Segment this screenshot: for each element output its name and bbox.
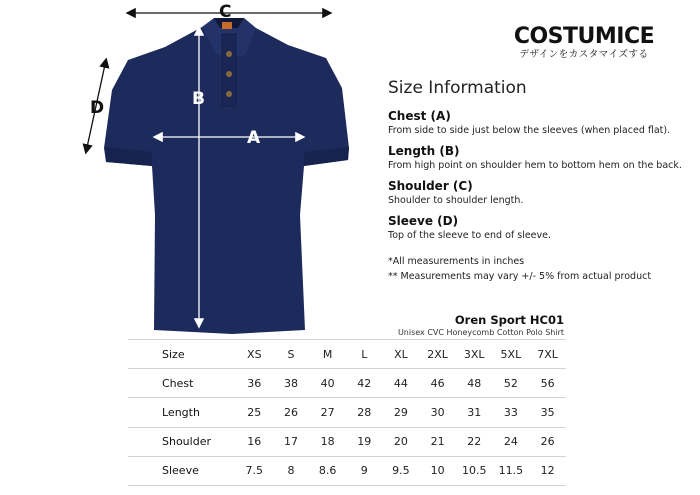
info-desc: From high point on shoulder hem to bottom hem on the back. — [388, 160, 682, 171]
dimension-label-b: B — [192, 89, 205, 109]
table-cell: 26 — [273, 398, 310, 427]
info-heading: Sleeve (D) — [388, 214, 459, 228]
table-cell: 46 — [419, 369, 456, 398]
size-info-title: Size Information — [388, 78, 527, 98]
table-cell: 33 — [493, 398, 530, 427]
table-cell: 12 — [529, 456, 566, 485]
table-cell: 27 — [309, 398, 346, 427]
size-cell: 3XL — [456, 340, 493, 369]
note-inches: *All measurements in inches — [388, 256, 525, 267]
button-2 — [226, 71, 232, 77]
info-item-sleeve — [388, 213, 688, 242]
size-cell: M — [309, 340, 346, 369]
table-cell: 10 — [419, 456, 456, 485]
info-desc: From side to side just below the sleeves (when placed flat). — [388, 125, 671, 136]
size-cell: L — [346, 340, 383, 369]
table-cell: 10.5 — [456, 456, 493, 485]
row-label: Chest — [128, 369, 236, 398]
table-cell: 24 — [493, 427, 530, 456]
table-cell: 30 — [419, 398, 456, 427]
table-row — [128, 369, 566, 398]
table-cell: 18 — [309, 427, 346, 456]
table-header-row — [128, 340, 566, 369]
table-cell: 44 — [383, 369, 420, 398]
table-cell: 42 — [346, 369, 383, 398]
table-cell: 16 — [236, 427, 273, 456]
info-item-length — [388, 143, 688, 172]
table-cell: 25 — [236, 398, 273, 427]
button-1 — [226, 51, 232, 57]
table-cell: 29 — [383, 398, 420, 427]
product-description: Unisex CVC Honeycomb Cotton Polo Shirt — [397, 328, 564, 337]
info-desc: Top of the sleeve to end of sleeve. — [388, 230, 552, 241]
dimension-label-c: C — [219, 2, 232, 22]
table-cell: 31 — [456, 398, 493, 427]
header-label: Size — [128, 340, 236, 369]
table-cell: 9.5 — [383, 456, 420, 485]
table-row — [128, 456, 566, 485]
table-cell: 36 — [236, 369, 273, 398]
note-variance: ** Measurements may vary +/- 5% from actual product — [388, 271, 652, 282]
product-name: Oren Sport HC01 — [454, 313, 564, 327]
info-heading: Length (B) — [388, 144, 460, 158]
size-cell: 2XL — [419, 340, 456, 369]
size-information — [388, 78, 688, 248]
info-heading: Chest (A) — [388, 109, 451, 123]
brand-logo — [509, 25, 659, 61]
polo-shirt-illustration — [0, 0, 380, 340]
table-cell: 22 — [456, 427, 493, 456]
size-cell: XL — [383, 340, 420, 369]
size-cell: 5XL — [493, 340, 530, 369]
dimension-label-d: D — [90, 98, 105, 118]
measurement-notes — [388, 254, 698, 284]
dimension-label-a: A — [247, 128, 261, 148]
table-cell: 19 — [346, 427, 383, 456]
table-cell: 56 — [529, 369, 566, 398]
table-row — [128, 427, 566, 456]
info-desc: Shoulder to shoulder length. — [388, 195, 524, 206]
table-cell: 8 — [273, 456, 310, 485]
table-cell: 11.5 — [493, 456, 530, 485]
table-cell: 17 — [273, 427, 310, 456]
size-cell: 7XL — [529, 340, 566, 369]
table-cell: 52 — [493, 369, 530, 398]
size-cell: S — [273, 340, 310, 369]
info-item-chest — [388, 108, 688, 137]
table-cell: 26 — [529, 427, 566, 456]
row-label: Length — [128, 398, 236, 427]
neck-label — [222, 22, 232, 29]
size-table — [128, 339, 566, 486]
row-label: Shoulder — [128, 427, 236, 456]
table-cell: 7.5 — [236, 456, 273, 485]
info-item-shoulder — [388, 178, 688, 207]
table-cell: 48 — [456, 369, 493, 398]
table-cell: 9 — [346, 456, 383, 485]
brand-name: COSTUMICE — [513, 24, 655, 49]
table-cell: 38 — [273, 369, 310, 398]
row-label: Sleeve — [128, 456, 236, 485]
size-cell: XS — [236, 340, 273, 369]
table-cell: 40 — [309, 369, 346, 398]
table-row — [128, 398, 566, 427]
button-3 — [226, 91, 232, 97]
table-cell: 8.6 — [309, 456, 346, 485]
table-cell: 21 — [419, 427, 456, 456]
brand-tagline: デザインをカスタマイズする — [519, 49, 649, 60]
table-cell: 28 — [346, 398, 383, 427]
table-cell: 35 — [529, 398, 566, 427]
info-heading: Shoulder (C) — [388, 179, 473, 193]
table-cell: 20 — [383, 427, 420, 456]
